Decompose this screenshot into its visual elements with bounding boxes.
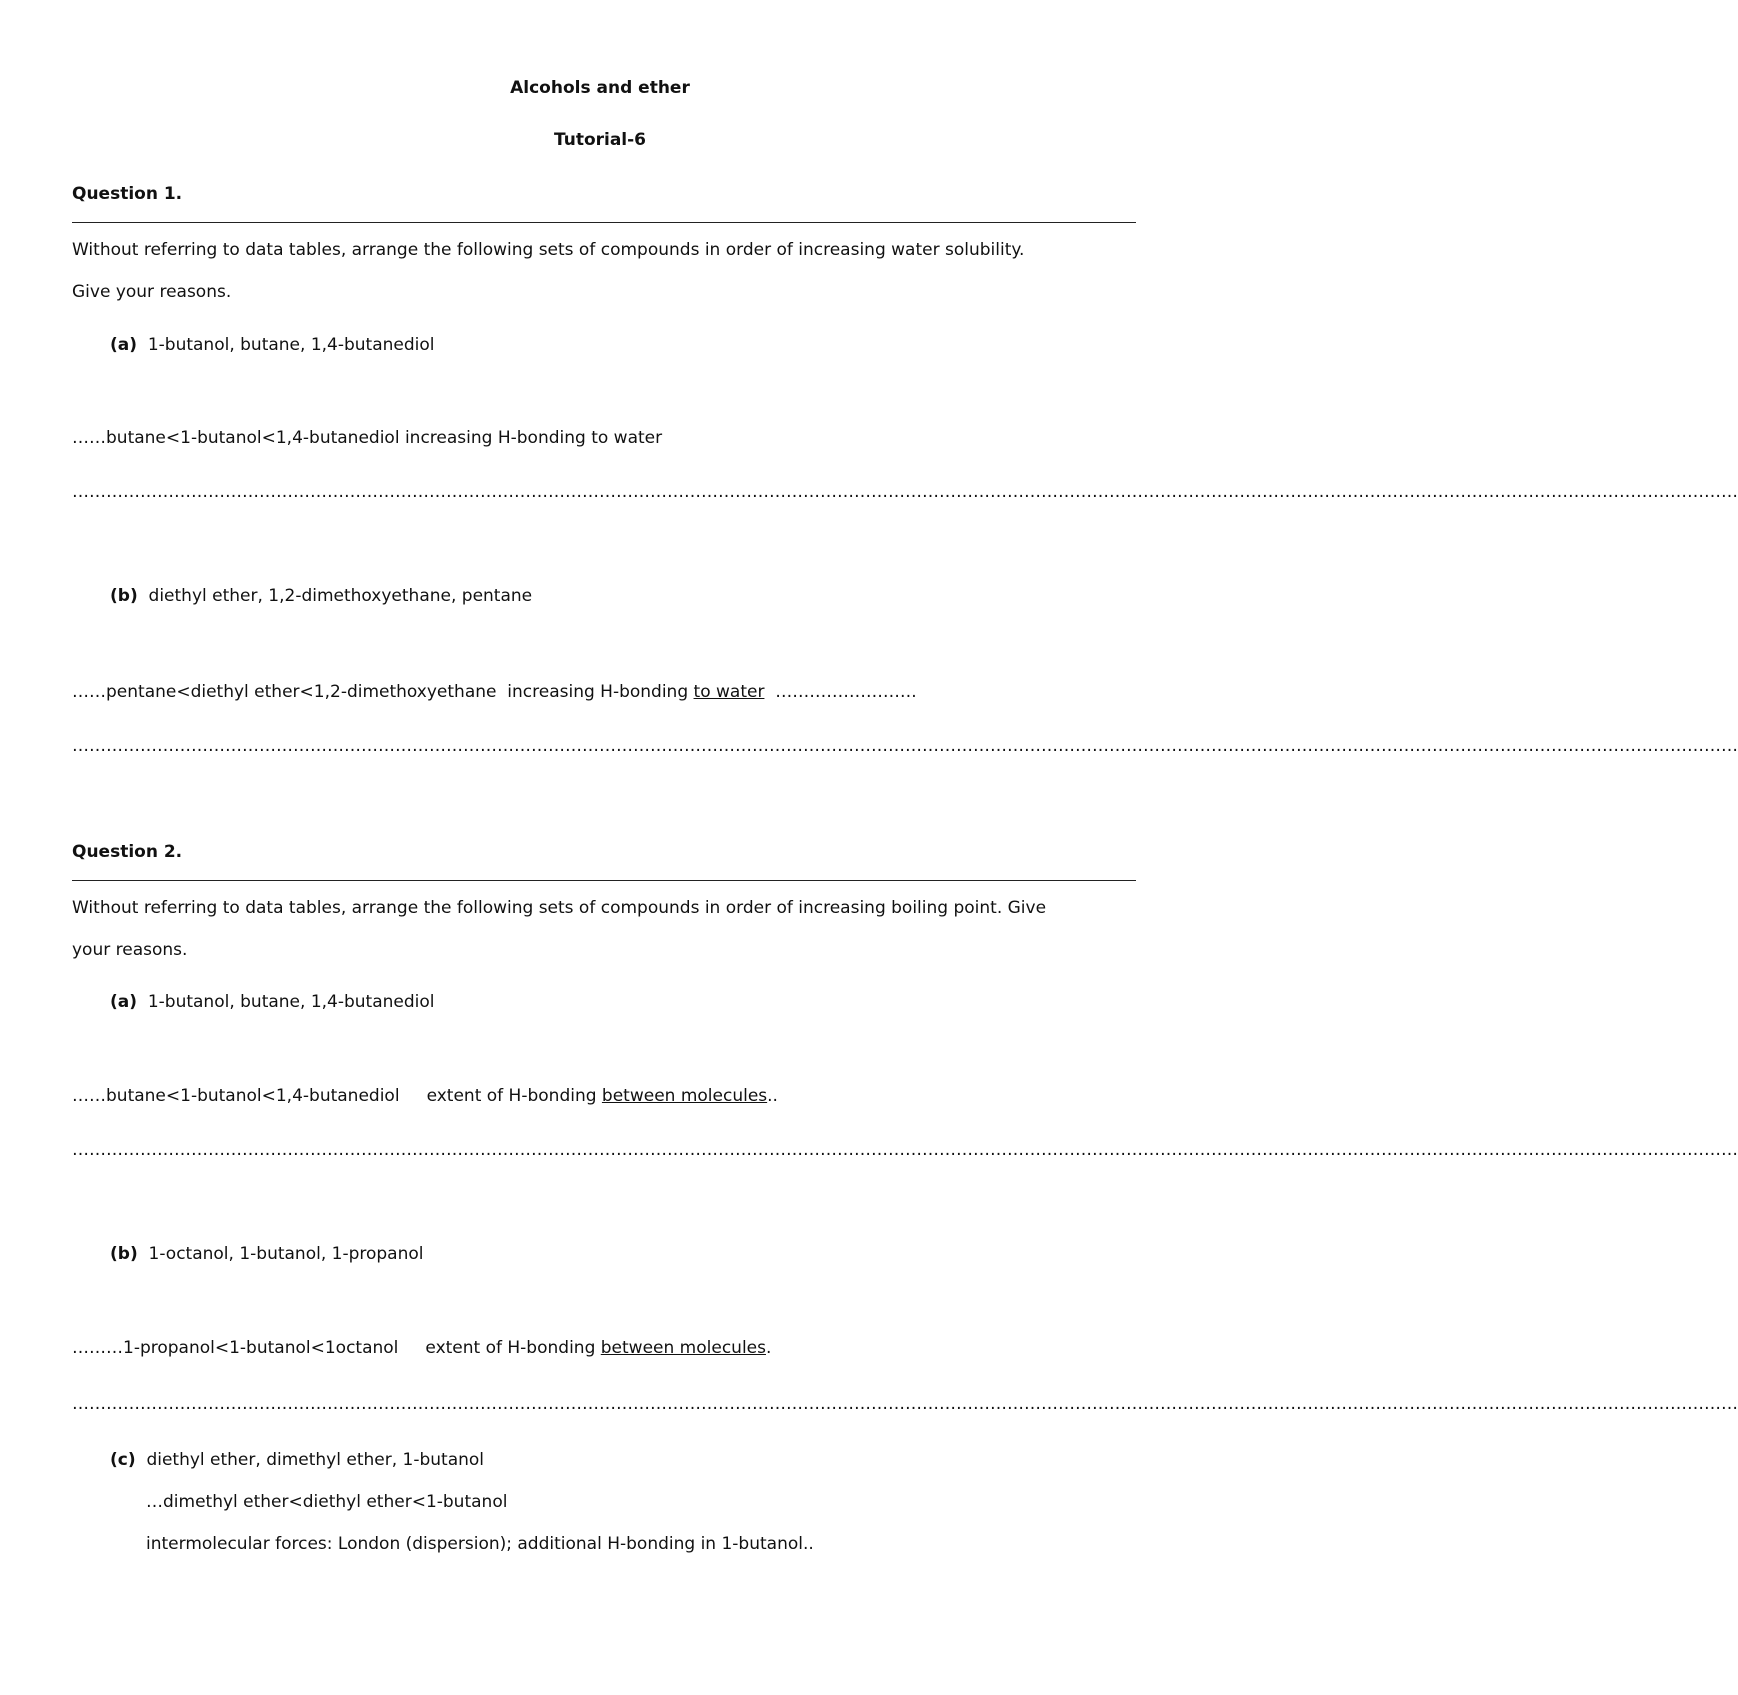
q1-part-b-answer-prefix: ……pentane<diethyl ether<1,2-dimethoxyethane increasing H-bonding	[72, 682, 694, 702]
q2-part-c-compounds: diethyl ether, dimethyl ether, 1-butanol	[146, 1450, 485, 1470]
q1-part-a	[110, 337, 435, 354]
q1-part-b-answer-underlined: to water	[693, 682, 765, 702]
question-1-rule	[72, 222, 1136, 223]
q2-part-a-label: (a)	[110, 992, 138, 1012]
q2-part-c-answer-line-1: …dimethyl ether<diethyl ether<1-butanol	[146, 1492, 508, 1512]
q2-part-c	[110, 1452, 484, 1469]
q2-part-c-label: (c)	[110, 1450, 136, 1470]
q2-part-b	[110, 1246, 424, 1263]
question-2-prompt-line-1: Without referring to data tables, arrange the following sets of compounds in order of increasing boiling point. Give	[72, 898, 1047, 918]
q1-part-a-label: (a)	[110, 335, 138, 355]
q2-part-b-answer-suffix: .	[765, 1338, 772, 1358]
q2-part-a-dotted-line: ……………………………………………………………………………………………………………………………………………………………………………………………………………………………………………………………………	[72, 1140, 1738, 1160]
q1-part-b-dotted-line: ……………………………………………………………………………………………………………………………………………………………………………………………………………………………………………………………………	[72, 736, 1738, 756]
q2-part-a-answer-prefix: ……butane<1-butanol<1,4-butanediol extent of H-bonding	[72, 1086, 602, 1106]
question-1-heading: Question 1.	[72, 184, 183, 204]
q2-part-a-compounds: 1-butanol, butane, 1,4-butanediol	[147, 992, 435, 1012]
q2-part-b-answer-underlined: between molecules	[600, 1338, 766, 1358]
q2-part-a	[110, 994, 435, 1011]
question-2-heading: Question 2.	[72, 842, 183, 862]
document-subtitle: Tutorial-6	[553, 130, 647, 150]
q2-part-a-answer	[72, 1088, 778, 1105]
q2-part-c-answer-line-2: intermolecular forces: London (dispersion); additional H-bonding in 1-butanol..	[146, 1534, 814, 1554]
q2-part-a-answer-suffix: ..	[767, 1086, 778, 1106]
q1-part-b-answer	[72, 684, 917, 701]
q2-part-b-dotted-line: ……………………………………………………………………………………………………………………………………………………………………………………………………………………………………………………………………	[72, 1394, 1738, 1414]
question-1-prompt-line-2: Give your reasons.	[72, 282, 232, 302]
q1-part-b-answer-suffix: …………………….	[764, 682, 917, 702]
question-1-prompt-line-1: Without referring to data tables, arrange the following sets of compounds in order of increasing water solubility.	[72, 240, 1025, 260]
question-2-prompt-line-2: your reasons.	[72, 940, 188, 960]
q1-part-a-answer: ……butane<1-butanol<1,4-butanediol increasing H-bonding to water	[72, 428, 663, 448]
q1-part-b-compounds: diethyl ether, 1,2-dimethoxyethane, pentane	[148, 586, 533, 606]
q2-part-a-answer-underlined: between molecules	[601, 1086, 768, 1106]
q1-part-a-dotted-line: ……………………………………………………………………………………………………………………………………………………………………………………………………………………………………………………………………	[72, 482, 1738, 502]
q2-part-b-compounds: 1-octanol, 1-butanol, 1-propanol	[148, 1244, 424, 1264]
q2-part-b-answer	[72, 1340, 771, 1357]
q1-part-a-compounds: 1-butanol, butane, 1,4-butanediol	[147, 335, 435, 355]
document-title: Alcohols and ether	[510, 78, 690, 98]
q1-part-b-label: (b)	[110, 586, 138, 606]
q2-part-b-label: (b)	[110, 1244, 138, 1264]
q2-part-b-answer-prefix: ………1-propanol<1-butanol<1octanol extent of H-bonding	[72, 1338, 601, 1358]
question-2-rule	[72, 880, 1136, 881]
q1-part-b	[110, 588, 532, 605]
